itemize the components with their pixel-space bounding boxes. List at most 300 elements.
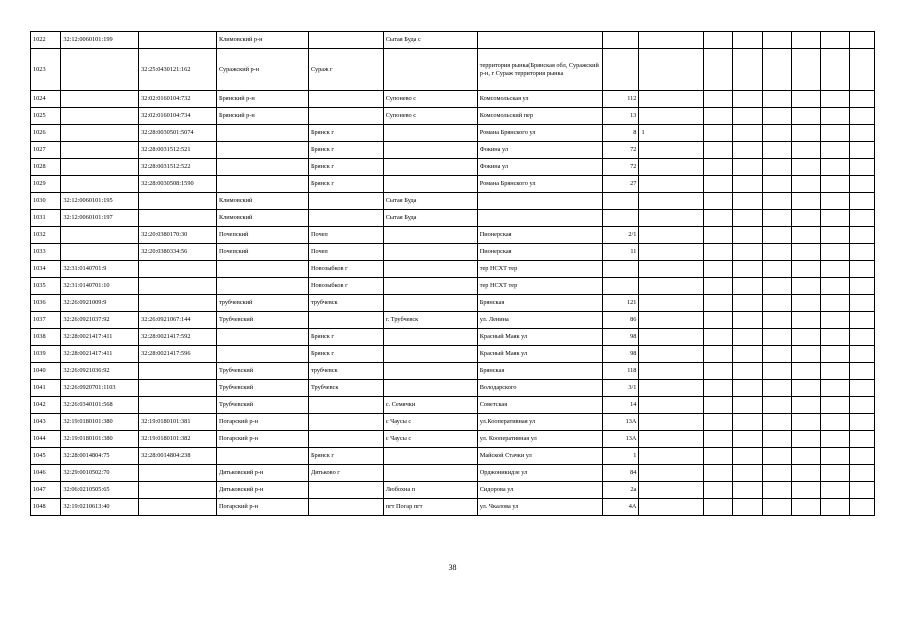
- empty-cell: [762, 210, 791, 227]
- empty-cell: [733, 108, 762, 125]
- cadastral-number-cell: [61, 108, 139, 125]
- empty-cell: [704, 448, 733, 465]
- street-cell: [477, 210, 602, 227]
- empty-cell: [821, 431, 849, 448]
- empty-cell: [733, 278, 762, 295]
- table-row: [31, 363, 875, 380]
- street-cell: Володарского: [477, 380, 602, 397]
- settlement-cell: [383, 261, 477, 278]
- district-cell: [216, 142, 308, 159]
- empty-cell: [849, 244, 874, 261]
- cadastral-number-2-cell: 32:25:0430121:162: [139, 49, 217, 91]
- empty-cell: [792, 32, 821, 49]
- empty-cell: [733, 414, 762, 431]
- empty-cell: [849, 108, 874, 125]
- empty-cell: [733, 176, 762, 193]
- empty-cell: [762, 312, 791, 329]
- building-cell: [639, 159, 704, 176]
- row-number-cell: 1024: [31, 91, 61, 108]
- district-cell: Погарский р-н: [216, 499, 308, 516]
- empty-cell: [704, 278, 733, 295]
- city-cell: [308, 397, 383, 414]
- empty-cell: [762, 125, 791, 142]
- building-cell: 1: [639, 125, 704, 142]
- empty-cell: [821, 32, 849, 49]
- cadastral-number-cell: 32:12:0060101:195: [61, 193, 139, 210]
- cadastral-number-cell: 32:29:0010502:70: [61, 465, 139, 482]
- empty-cell: [821, 295, 849, 312]
- street-cell: Красный Маяк ул: [477, 329, 602, 346]
- settlement-cell: [383, 227, 477, 244]
- row-number-cell: 1042: [31, 397, 61, 414]
- district-cell: [216, 448, 308, 465]
- district-cell: Трубчевский: [216, 397, 308, 414]
- empty-cell: [762, 49, 791, 91]
- cadastral-number-2-cell: [139, 261, 217, 278]
- cadastral-number-2-cell: [139, 193, 217, 210]
- empty-cell: [762, 380, 791, 397]
- empty-cell: [792, 49, 821, 91]
- settlement-cell: [383, 176, 477, 193]
- empty-cell: [821, 278, 849, 295]
- empty-cell: [792, 329, 821, 346]
- empty-cell: [792, 397, 821, 414]
- building-cell: [639, 414, 704, 431]
- city-cell: [308, 32, 383, 49]
- empty-cell: [762, 448, 791, 465]
- cadastral-number-2-cell: 32:02:0160104:734: [139, 108, 217, 125]
- building-cell: [639, 193, 704, 210]
- settlement-cell: Сытая Буда: [383, 193, 477, 210]
- building-cell: [639, 482, 704, 499]
- house-number-cell: [603, 210, 639, 227]
- district-cell: Почепский: [216, 244, 308, 261]
- row-number-cell: 1022: [31, 32, 61, 49]
- cadastral-number-2-cell: [139, 499, 217, 516]
- cadastral-number-cell: 32:31:0140701:10: [61, 278, 139, 295]
- city-cell: трубчевск: [308, 363, 383, 380]
- empty-cell: [792, 363, 821, 380]
- empty-cell: [704, 261, 733, 278]
- cadastral-number-2-cell: [139, 482, 217, 499]
- district-cell: Брянский р-н: [216, 108, 308, 125]
- settlement-cell: [383, 49, 477, 91]
- street-cell: ул. Кооперативная ул: [477, 431, 602, 448]
- street-cell: Пионерская: [477, 244, 602, 261]
- table-row: [31, 108, 875, 125]
- page-number: 38: [448, 563, 457, 572]
- empty-cell: [733, 482, 762, 499]
- empty-cell: [792, 448, 821, 465]
- document-sheet: [30, 31, 875, 516]
- empty-cell: [733, 380, 762, 397]
- empty-cell: [821, 49, 849, 91]
- empty-cell: [849, 176, 874, 193]
- district-cell: [216, 176, 308, 193]
- empty-cell: [762, 431, 791, 448]
- street-cell: тер НСХТ тер: [477, 278, 602, 295]
- empty-cell: [733, 91, 762, 108]
- cadastral-number-cell: [61, 49, 139, 91]
- empty-cell: [762, 91, 791, 108]
- empty-cell: [849, 346, 874, 363]
- empty-cell: [849, 482, 874, 499]
- empty-cell: [733, 193, 762, 210]
- empty-cell: [704, 142, 733, 159]
- settlement-cell: с. Семячки: [383, 397, 477, 414]
- empty-cell: [704, 380, 733, 397]
- house-number-cell: 3/1: [603, 380, 639, 397]
- empty-cell: [762, 159, 791, 176]
- empty-cell: [821, 159, 849, 176]
- house-number-cell: [603, 49, 639, 91]
- row-number-cell: 1043: [31, 414, 61, 431]
- empty-cell: [792, 465, 821, 482]
- cadastral-number-2-cell: [139, 363, 217, 380]
- empty-cell: [849, 380, 874, 397]
- settlement-cell: г. Трубчевск: [383, 312, 477, 329]
- cadastral-number-cell: 32:26:0921009:9: [61, 295, 139, 312]
- table-row: [31, 482, 875, 499]
- empty-cell: [821, 312, 849, 329]
- building-cell: [639, 465, 704, 482]
- building-cell: [639, 261, 704, 278]
- table-row: [31, 312, 875, 329]
- empty-cell: [762, 499, 791, 516]
- empty-cell: [762, 193, 791, 210]
- table-row: [31, 278, 875, 295]
- row-number-cell: 1028: [31, 159, 61, 176]
- cadastral-number-cell: 32:26:0921036:92: [61, 363, 139, 380]
- house-number-cell: 13: [603, 108, 639, 125]
- empty-cell: [733, 312, 762, 329]
- district-cell: [216, 329, 308, 346]
- cadastral-number-cell: 32:28:0021417:411: [61, 329, 139, 346]
- empty-cell: [821, 499, 849, 516]
- empty-cell: [733, 261, 762, 278]
- row-number-cell: 1034: [31, 261, 61, 278]
- table-row: [31, 261, 875, 278]
- empty-cell: [762, 227, 791, 244]
- row-number-cell: 1036: [31, 295, 61, 312]
- house-number-cell: [603, 261, 639, 278]
- empty-cell: [849, 499, 874, 516]
- row-number-cell: 1033: [31, 244, 61, 261]
- empty-cell: [762, 397, 791, 414]
- empty-cell: [821, 176, 849, 193]
- empty-cell: [821, 448, 849, 465]
- house-number-cell: 8: [603, 125, 639, 142]
- empty-cell: [821, 108, 849, 125]
- empty-cell: [792, 159, 821, 176]
- empty-cell: [704, 193, 733, 210]
- row-number-cell: 1025: [31, 108, 61, 125]
- settlement-cell: [383, 125, 477, 142]
- cadastral-number-cell: 32:28:0021417:411: [61, 346, 139, 363]
- table-row: [31, 159, 875, 176]
- table-row: [31, 142, 875, 159]
- building-cell: [639, 431, 704, 448]
- street-cell: тер НСХТ тер: [477, 261, 602, 278]
- settlement-cell: Любохна п: [383, 482, 477, 499]
- street-cell: Романа Брянского ул: [477, 125, 602, 142]
- empty-cell: [733, 210, 762, 227]
- empty-cell: [762, 278, 791, 295]
- table-row: [31, 210, 875, 227]
- cadastral-number-2-cell: 32:20:0380170:30: [139, 227, 217, 244]
- empty-cell: [704, 414, 733, 431]
- empty-cell: [792, 244, 821, 261]
- empty-cell: [821, 210, 849, 227]
- district-cell: [216, 278, 308, 295]
- table-row: [31, 227, 875, 244]
- house-number-cell: 98: [603, 346, 639, 363]
- city-cell: [308, 193, 383, 210]
- cadastral-number-cell: [61, 176, 139, 193]
- empty-cell: [849, 32, 874, 49]
- house-number-cell: 13А: [603, 431, 639, 448]
- empty-cell: [704, 431, 733, 448]
- empty-cell: [849, 431, 874, 448]
- empty-cell: [762, 108, 791, 125]
- city-cell: Сураж г: [308, 49, 383, 91]
- city-cell: [308, 499, 383, 516]
- table-row: [31, 176, 875, 193]
- empty-cell: [762, 142, 791, 159]
- street-cell: Пионерская: [477, 227, 602, 244]
- district-cell: Трубчевский: [216, 363, 308, 380]
- street-cell: Орджоникидзе ул: [477, 465, 602, 482]
- empty-cell: [792, 142, 821, 159]
- empty-cell: [849, 142, 874, 159]
- empty-cell: [849, 414, 874, 431]
- building-cell: [639, 142, 704, 159]
- empty-cell: [762, 346, 791, 363]
- district-cell: Дятьковский р-н: [216, 465, 308, 482]
- empty-cell: [733, 499, 762, 516]
- city-cell: [308, 312, 383, 329]
- cadastral-number-cell: [61, 142, 139, 159]
- house-number-cell: 98: [603, 329, 639, 346]
- empty-cell: [733, 431, 762, 448]
- empty-cell: [849, 329, 874, 346]
- building-cell: [639, 244, 704, 261]
- district-cell: [216, 346, 308, 363]
- empty-cell: [792, 295, 821, 312]
- street-cell: Советская: [477, 397, 602, 414]
- empty-cell: [733, 295, 762, 312]
- empty-cell: [733, 125, 762, 142]
- row-number-cell: 1023: [31, 49, 61, 91]
- house-number-cell: [603, 32, 639, 49]
- cadastral-number-2-cell: 32:28:0014804:238: [139, 448, 217, 465]
- table-row: [31, 329, 875, 346]
- row-number-cell: 1032: [31, 227, 61, 244]
- empty-cell: [849, 193, 874, 210]
- house-number-cell: 2/1: [603, 227, 639, 244]
- street-cell: Майской Стачки ул: [477, 448, 602, 465]
- empty-cell: [704, 108, 733, 125]
- empty-cell: [821, 397, 849, 414]
- building-cell: [639, 210, 704, 227]
- row-number-cell: 1041: [31, 380, 61, 397]
- empty-cell: [762, 261, 791, 278]
- row-number-cell: 1035: [31, 278, 61, 295]
- empty-cell: [704, 159, 733, 176]
- building-cell: [639, 380, 704, 397]
- empty-cell: [762, 32, 791, 49]
- cadastral-number-2-cell: 32:28:0030501:5074: [139, 125, 217, 142]
- cadastral-number-2-cell: 32:20:0380334:56: [139, 244, 217, 261]
- building-cell: [639, 32, 704, 49]
- cadastral-number-2-cell: [139, 465, 217, 482]
- settlement-cell: [383, 465, 477, 482]
- table-row: [31, 32, 875, 49]
- street-cell: территория рынка(Брянская обл, Суражский р-н, г Сураж территория рынка: [477, 49, 602, 91]
- house-number-cell: 86: [603, 312, 639, 329]
- cadastral-number-cell: 32:26:0340101:568: [61, 397, 139, 414]
- empty-cell: [704, 482, 733, 499]
- settlement-cell: с Чаусы с: [383, 414, 477, 431]
- city-cell: Брянск г: [308, 176, 383, 193]
- cadastral-number-cell: 32:31:0140701:9: [61, 261, 139, 278]
- empty-cell: [849, 363, 874, 380]
- empty-cell: [704, 363, 733, 380]
- empty-cell: [704, 91, 733, 108]
- cadastral-number-2-cell: [139, 32, 217, 49]
- district-cell: Трубчевский: [216, 380, 308, 397]
- empty-cell: [792, 414, 821, 431]
- empty-cell: [733, 227, 762, 244]
- row-number-cell: 1040: [31, 363, 61, 380]
- settlement-cell: [383, 244, 477, 261]
- building-cell: [639, 312, 704, 329]
- empty-cell: [792, 346, 821, 363]
- district-cell: Брянский р-н: [216, 91, 308, 108]
- empty-cell: [704, 397, 733, 414]
- house-number-cell: 72: [603, 142, 639, 159]
- building-cell: [639, 346, 704, 363]
- table-row: [31, 397, 875, 414]
- city-cell: Брянск г: [308, 159, 383, 176]
- empty-cell: [762, 482, 791, 499]
- settlement-cell: [383, 346, 477, 363]
- cadastral-number-cell: [61, 125, 139, 142]
- building-cell: [639, 91, 704, 108]
- city-cell: [308, 108, 383, 125]
- empty-cell: [704, 176, 733, 193]
- empty-cell: [821, 363, 849, 380]
- house-number-cell: [603, 278, 639, 295]
- city-cell: Дятьково г: [308, 465, 383, 482]
- empty-cell: [849, 210, 874, 227]
- cadastral-number-2-cell: 32:28:0031512:522: [139, 159, 217, 176]
- settlement-cell: [383, 278, 477, 295]
- empty-cell: [849, 312, 874, 329]
- empty-cell: [792, 227, 821, 244]
- empty-cell: [821, 91, 849, 108]
- cadastral-number-cell: [61, 244, 139, 261]
- empty-cell: [792, 278, 821, 295]
- empty-cell: [704, 295, 733, 312]
- house-number-cell: 72: [603, 159, 639, 176]
- cadastral-number-2-cell: 32:19:0180101:381: [139, 414, 217, 431]
- empty-cell: [733, 346, 762, 363]
- building-cell: [639, 227, 704, 244]
- empty-cell: [821, 380, 849, 397]
- table-row: [31, 414, 875, 431]
- house-number-cell: 14: [603, 397, 639, 414]
- street-cell: Фокина ул: [477, 142, 602, 159]
- city-cell: Брянск г: [308, 142, 383, 159]
- settlement-cell: [383, 363, 477, 380]
- empty-cell: [704, 210, 733, 227]
- cadastral-number-cell: [61, 159, 139, 176]
- empty-cell: [762, 329, 791, 346]
- empty-cell: [792, 380, 821, 397]
- table-row: [31, 91, 875, 108]
- row-number-cell: 1039: [31, 346, 61, 363]
- street-cell: Сидорова ул: [477, 482, 602, 499]
- city-cell: [308, 210, 383, 227]
- empty-cell: [704, 125, 733, 142]
- city-cell: [308, 414, 383, 431]
- street-cell: ул. Чкалова ул: [477, 499, 602, 516]
- empty-cell: [792, 312, 821, 329]
- empty-cell: [792, 482, 821, 499]
- cadastral-number-2-cell: [139, 380, 217, 397]
- empty-cell: [849, 448, 874, 465]
- cadastral-number-cell: [61, 227, 139, 244]
- city-cell: Новозыбков г: [308, 261, 383, 278]
- street-cell: Фокина ул: [477, 159, 602, 176]
- cadastral-number-2-cell: [139, 397, 217, 414]
- table-row: [31, 244, 875, 261]
- house-number-cell: 1: [603, 448, 639, 465]
- empty-cell: [821, 329, 849, 346]
- empty-cell: [821, 414, 849, 431]
- district-cell: Трубчевский: [216, 312, 308, 329]
- district-cell: Климовский р-н: [216, 32, 308, 49]
- city-cell: трубчевск: [308, 295, 383, 312]
- house-number-cell: 2а: [603, 482, 639, 499]
- empty-cell: [762, 414, 791, 431]
- building-cell: [639, 397, 704, 414]
- empty-cell: [821, 193, 849, 210]
- empty-cell: [821, 346, 849, 363]
- building-cell: [639, 363, 704, 380]
- table-row: [31, 125, 875, 142]
- empty-cell: [849, 125, 874, 142]
- table-row: [31, 499, 875, 516]
- empty-cell: [704, 499, 733, 516]
- empty-cell: [762, 244, 791, 261]
- table-row: [31, 380, 875, 397]
- settlement-cell: Супонево с: [383, 91, 477, 108]
- district-cell: Суражский р-н: [216, 49, 308, 91]
- cadastral-number-2-cell: 32:28:0021417:596: [139, 346, 217, 363]
- settlement-cell: [383, 380, 477, 397]
- empty-cell: [821, 227, 849, 244]
- district-cell: трубчевский: [216, 295, 308, 312]
- street-cell: Романа Брянского ул: [477, 176, 602, 193]
- table-row: [31, 295, 875, 312]
- cadastral-number-cell: 32:26:0920701:1103: [61, 380, 139, 397]
- empty-cell: [762, 176, 791, 193]
- street-cell: Комсомольский пер: [477, 108, 602, 125]
- cadastral-number-2-cell: 32:28:0030508:1590: [139, 176, 217, 193]
- empty-cell: [849, 278, 874, 295]
